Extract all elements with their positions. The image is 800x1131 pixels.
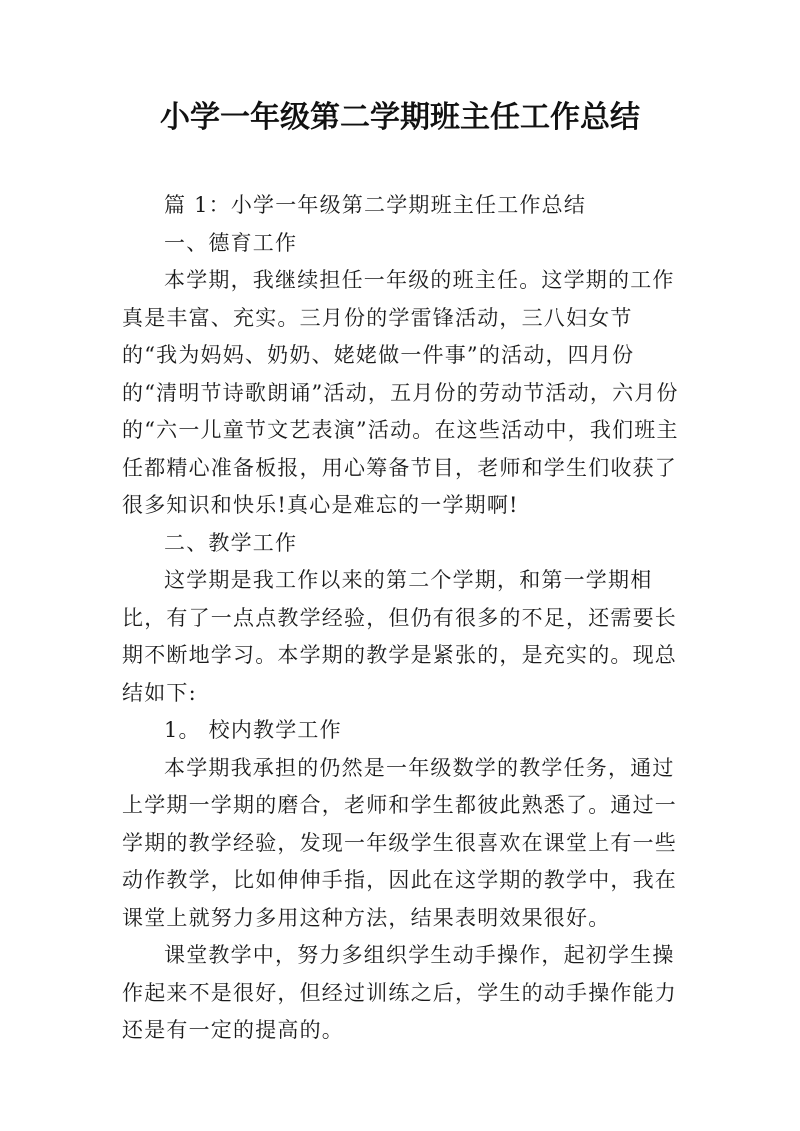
paragraph-teaching-intro: 这学期是我工作以来的第二个学期，和第一学期相比，有了一点点教学经验，但仍有很多的不足，还需要长期不断地学习。本学期的教学是紧张的，是充实的。现总结如下: bbox=[122, 568, 677, 705]
document-title: 小学一年级第二学期班主任工作总结 bbox=[160, 100, 640, 135]
paragraph-moral-education: 本学期，我继续担任一年级的班主任。这学期的工作真是丰富、充实。三月份的学雷锋活动，三八妇女节的“我为妈妈、奶奶、姥姥做一件事”的活动，四月份的“清明节诗歌朗诵”活动，五月份的劳动节活动，六月份的“六一儿童节文艺表演”活动。在这些活动中，我们班主任都精心准备板报，用心筹备节目，老师和学生们收获了很多知识和快乐!真心是难忘的一学期啊! bbox=[122, 268, 679, 517]
subheading-school-teaching: 1。 校内教学工作 bbox=[164, 718, 342, 742]
document-body bbox=[122, 187, 682, 1050]
section-heading-pian1: 篇 1：小学一年级第二学期班主任工作总结 bbox=[164, 193, 587, 217]
paragraph-classroom-teaching: 课堂教学中，努力多组织学生动手操作，起初学生操作起来不是很好，但经过训练之后，学生的动手操作能力还是有一定的提高的。 bbox=[122, 943, 677, 1042]
paragraph-school-teaching: 本学期我承担的仍然是一年级数学的教学任务，通过上学期一学期的磨合，老师和学生都彼此熟悉了。通过一学期的教学经验，发现一年级学生很喜欢在课堂上有一些动作教学，比如伸伸手指，因此在这学期的教学中，我在课堂上就努力多用这种方法，结果表明效果很好。 bbox=[122, 755, 677, 930]
section-heading-moral-education: 一、德育工作 bbox=[164, 230, 298, 255]
section-heading-teaching: 二、教学工作 bbox=[164, 530, 298, 555]
